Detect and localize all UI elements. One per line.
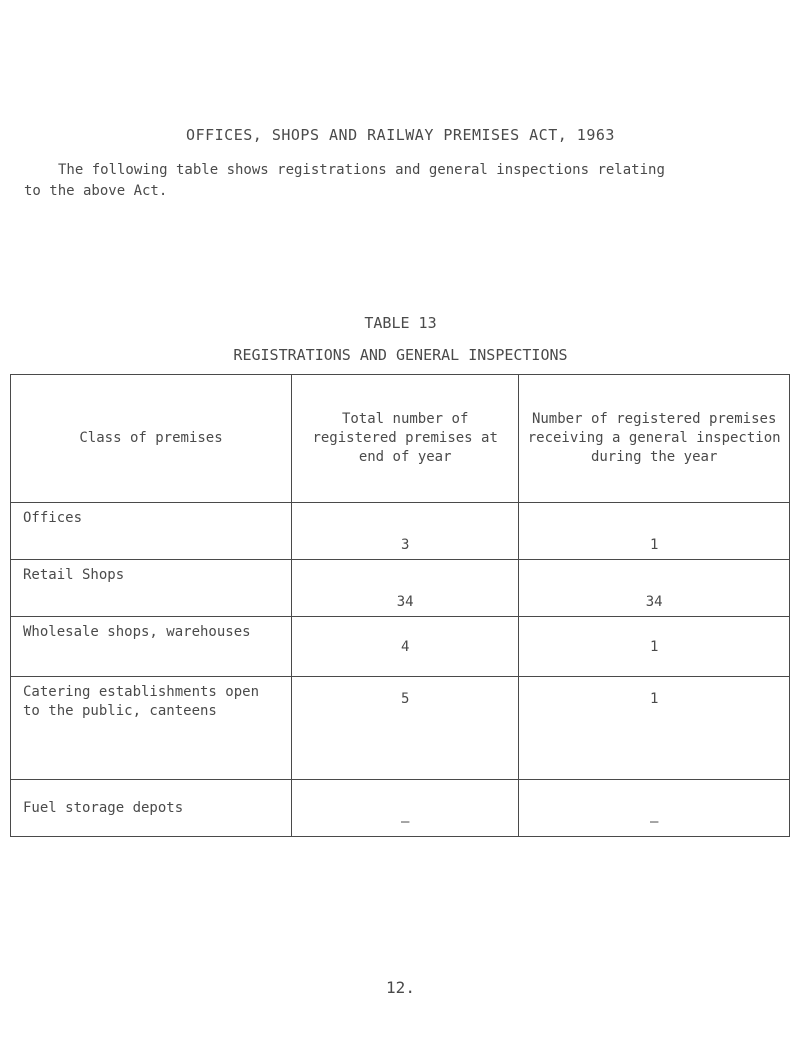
row-class-cell: Wholesale shops, warehouses: [11, 617, 292, 677]
row-inspected-cell: 34: [519, 560, 790, 617]
row-total-cell: 4: [292, 617, 519, 677]
row-inspected-cell: –: [519, 780, 790, 837]
row-class-cell: Retail Shops: [11, 560, 292, 617]
intro-line-1: The following table shows registrations and general inspections relating: [58, 162, 665, 178]
row-total-cell: 3: [292, 503, 519, 560]
row-total-cell: 34: [292, 560, 519, 617]
intro-line-2: to the above Act.: [24, 183, 168, 199]
row-class-cell: Fuel storage depots: [11, 780, 292, 837]
table-number: TABLE 13: [364, 314, 437, 332]
page-number: 12.: [386, 978, 415, 997]
row-inspected-cell: 1: [519, 617, 790, 677]
page-title: OFFICES, SHOPS AND RAILWAY PREMISES ACT, 1963: [186, 126, 615, 144]
header-total-registered: Total number of registered premises at end of year: [292, 375, 519, 503]
table-row: [11, 677, 790, 780]
table-header-row: [11, 375, 790, 503]
table-row: [11, 560, 790, 617]
header-class-of-premises: Class of premises: [11, 375, 292, 503]
row-inspected-cell: 1: [519, 503, 790, 560]
intro-paragraph: [24, 160, 794, 202]
row-total-cell: 5: [292, 677, 519, 780]
table-row: [11, 617, 790, 677]
row-total-cell: –: [292, 780, 519, 837]
row-inspected-cell: 1: [519, 677, 790, 780]
header-general-inspections: Number of registered premises receiving a general inspection during the year: [519, 375, 790, 503]
row-class-cell: Catering establishments open to the public, canteens: [11, 677, 292, 780]
table-caption: REGISTRATIONS AND GENERAL INSPECTIONS: [233, 346, 568, 364]
row-class-cell: Offices: [11, 503, 292, 560]
registrations-table: [10, 374, 790, 837]
table-row: [11, 780, 790, 837]
table-row: [11, 503, 790, 560]
